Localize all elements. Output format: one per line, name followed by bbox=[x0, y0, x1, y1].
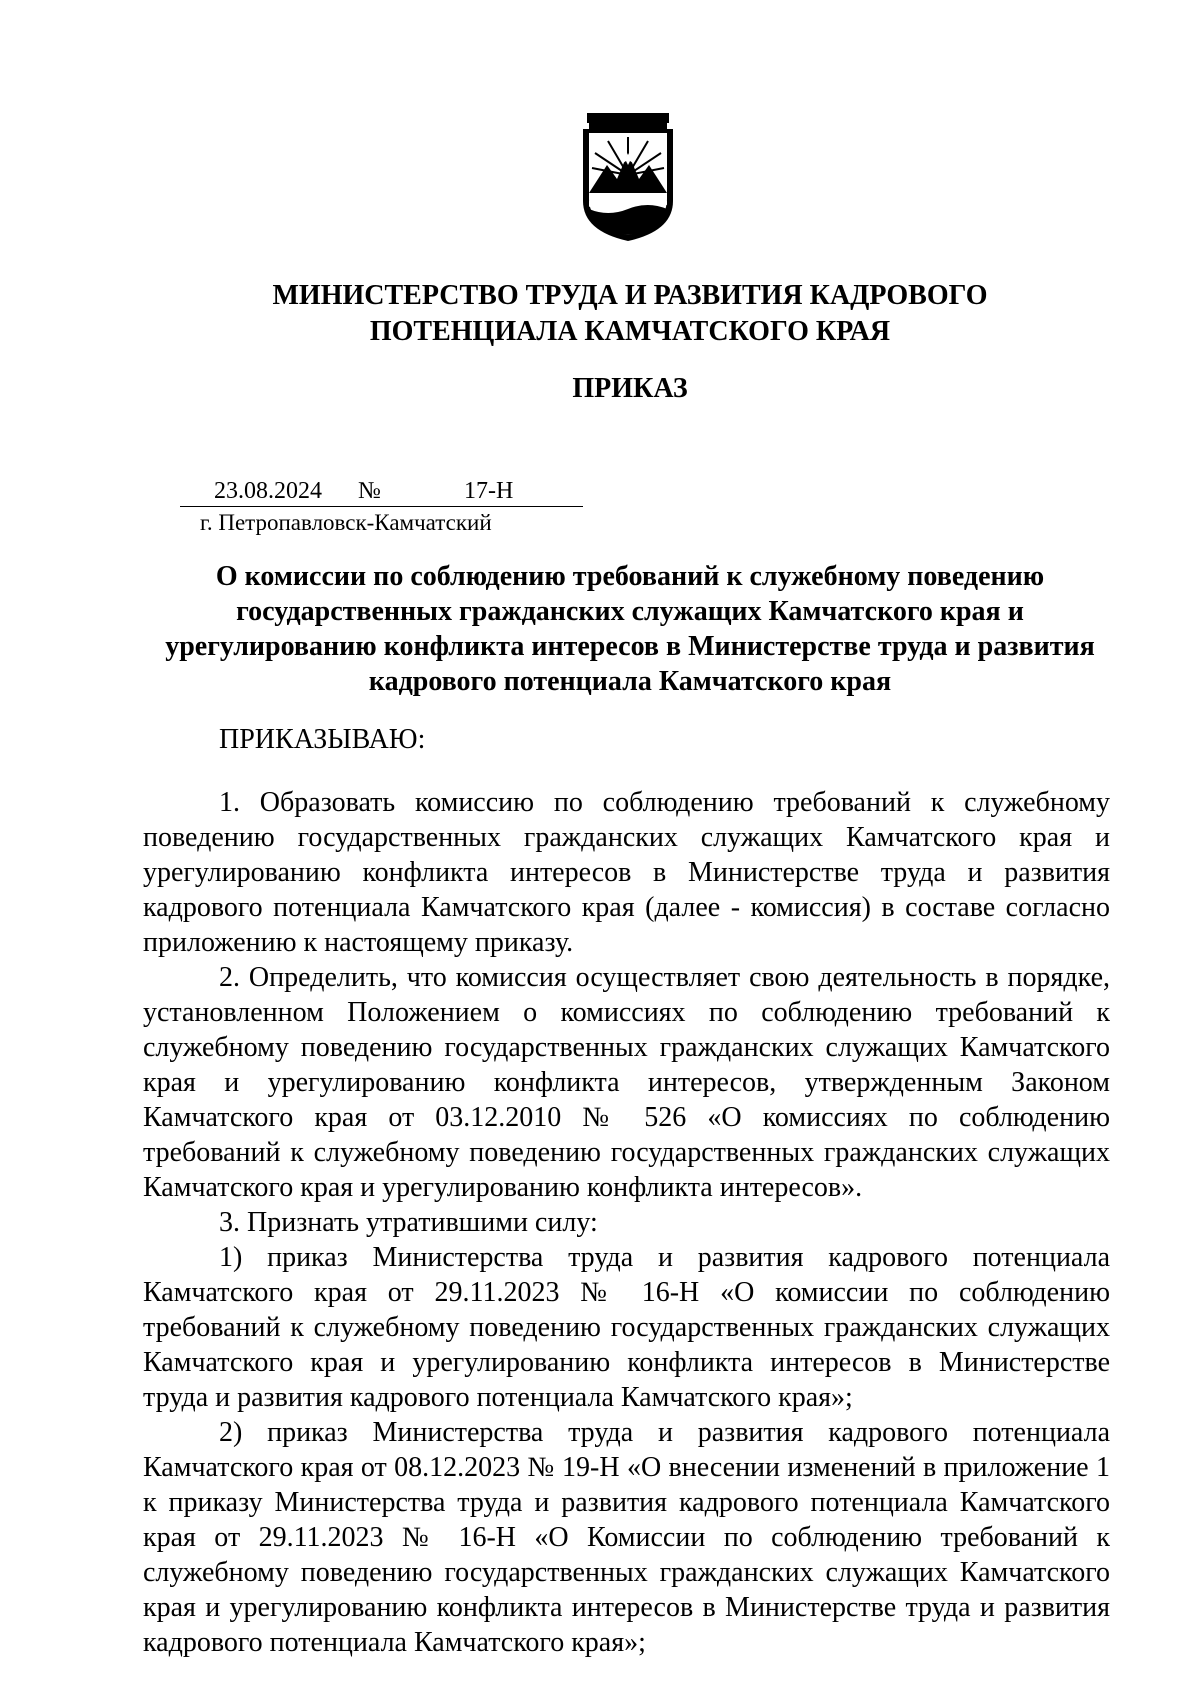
document-type: ПРИКАЗ bbox=[572, 373, 688, 404]
document-city: г. Петропавловск-Камчатский bbox=[200, 510, 492, 535]
number-sign: № bbox=[358, 478, 381, 504]
paragraph-1: 1. Образовать комиссию по соблюдению требований к служебному поведению государственных гражданских служащих Камчатского края и урегулированию конфликта интересов в Министерстве труда и развития кадрового потенциала Камчатского края (далее - комиссия) в составе согласно приложению к настоящему приказу. bbox=[143, 787, 1110, 958]
kamchatka-coat-of-arms-icon bbox=[573, 113, 683, 243]
document-subject: О комиссии по соблюдению требований к служебному поведению государственных гражданских служащих Камчатского края и урегулированию конфликта интересов в Министерстве труда и развития кадрового потенциала Камчатского края bbox=[165, 561, 1095, 697]
paragraph-3-item-2: 2) приказ Министерства труда и развития кадрового потенциала Камчатского края от 08.12.2023 № 19-Н «О внесении изменений в приложение 1 к приказу Министерства труда и развития кадрового потенциала Камчатского края от 29.11.2023 № 16-Н «О Комиссии по соблюдению требований к служебному поведению государственных гражданских служащих Камчатского края и урегулированию конфликта интересов в Министерстве труда и развития кадрового потенциала Камчатского края»; bbox=[143, 1417, 1110, 1658]
paragraph-2: 2. Определить, что комиссия осуществляет свою деятельность в порядке, установленном Положением о комиссиях по соблюдению требований к служебному поведению государственных гражданских служащих Камчатского края и урегулированию конфликта интересов, утвержденным Законом Камчатского края от 03.12.2010 № 526 «О комиссиях по соблюдению требований к служебному поведению государственных гражданских служащих Камчатского края и урегулированию конфликта интересов». bbox=[143, 962, 1110, 1203]
paragraph-3: 3. Признать утратившими силу: bbox=[219, 1207, 598, 1238]
ministry-name bbox=[160, 278, 1100, 350]
document-number: 17-Н bbox=[464, 478, 514, 504]
document-body bbox=[143, 785, 1110, 1660]
document-date: 23.08.2024 bbox=[214, 478, 322, 504]
paragraph-3-item-1: 1) приказ Министерства труда и развития кадрового потенциала Камчатского края от 29.11.2023 № 16-Н «О комиссии по соблюдению требований к служебному поведению государственных гражданских служащих Камчатского края и урегулированию конфликта интересов в Министерстве труда и развития кадрового потенциала Камчатского края»; bbox=[143, 1242, 1110, 1413]
ministry-name-line-1: МИНИСТЕРСТВО ТРУДА И РАЗВИТИЯ КАДРОВОГО bbox=[272, 280, 988, 311]
ministry-name-line-2: ПОТЕНЦИАЛА КАМЧАТСКОГО КРАЯ bbox=[369, 316, 891, 347]
order-word: ПРИКАЗЫВАЮ: bbox=[219, 724, 426, 755]
document-requisites bbox=[180, 476, 583, 507]
